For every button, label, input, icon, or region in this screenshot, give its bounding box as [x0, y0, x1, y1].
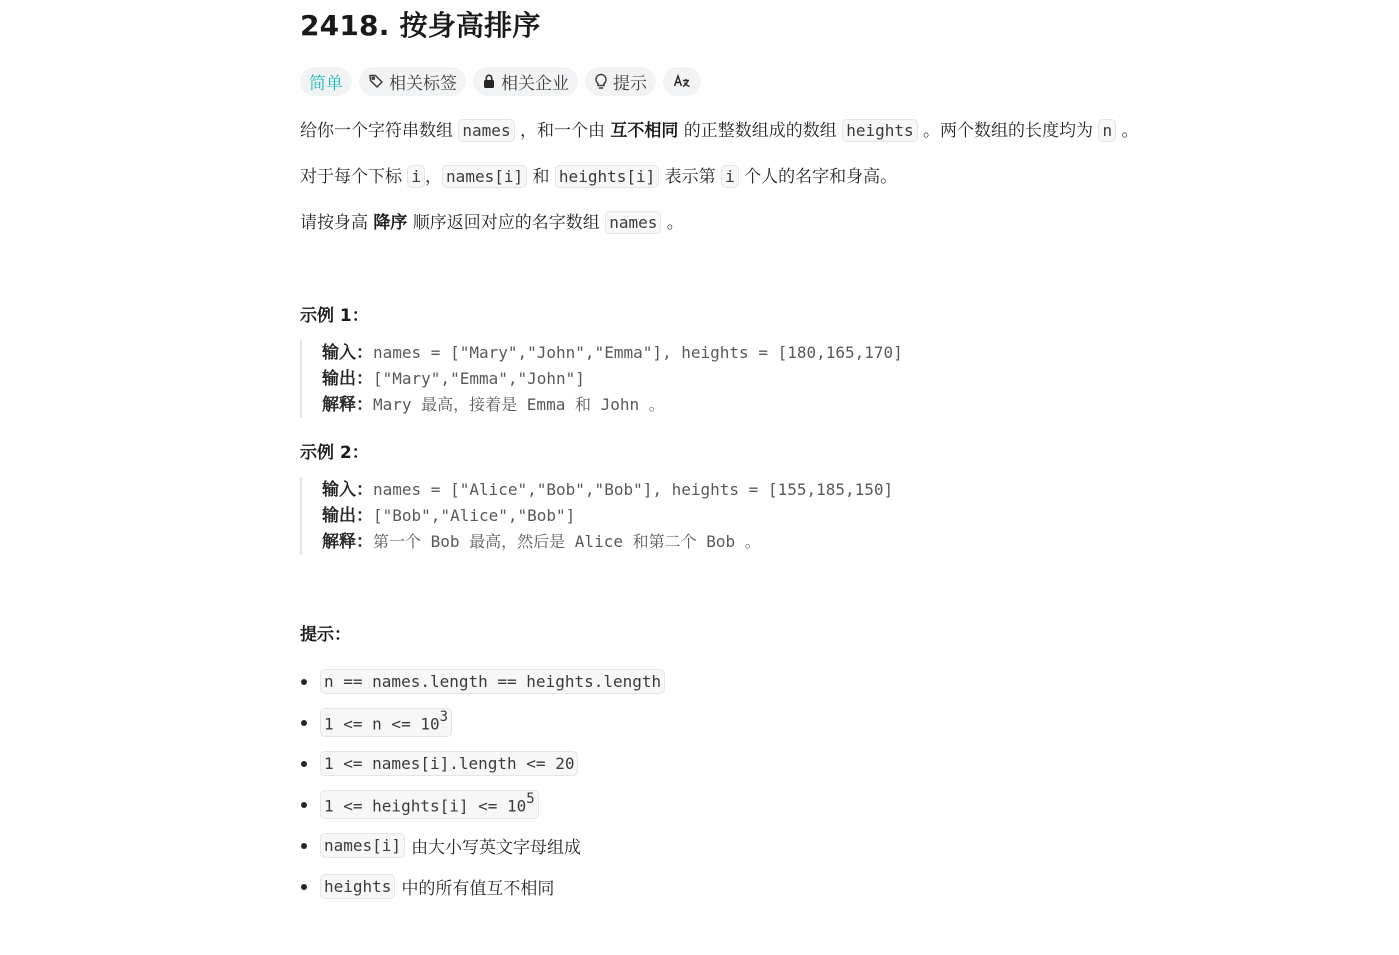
constraint-item — [300, 743, 1180, 784]
desc-text: 对于每个下标 — [300, 167, 408, 187]
example-1-output — [322, 366, 1180, 392]
constraint-code: 1 <= names[i].length <= 20 — [320, 751, 578, 776]
output-value: ["Mary","Emma","John"] — [373, 369, 585, 388]
constraint-text: 由大小写英文字母组成 — [411, 838, 582, 858]
description-paragraph-3 — [300, 210, 1180, 236]
constraints-title: 提示： — [300, 625, 351, 645]
inline-code: n — [1098, 119, 1116, 142]
inline-code: i — [721, 165, 739, 188]
example-1-title: 示例 1： — [300, 306, 369, 326]
description-paragraph-2 — [300, 164, 1180, 190]
difficulty-badge[interactable] — [300, 67, 352, 96]
bold-text: 互不相同 — [610, 121, 679, 141]
constraint-text: 中的所有值互不相同 — [401, 879, 555, 899]
constraint-base: 1 <= n <= 10 — [324, 714, 440, 734]
desc-text: 给你一个字符串数组 — [300, 121, 459, 141]
constraint-exponent: 5 — [526, 791, 535, 808]
hint-label: 提示 — [613, 73, 647, 94]
example-2-block — [300, 477, 1180, 555]
inline-code: names — [458, 119, 514, 142]
example-2-explain — [322, 529, 1180, 555]
output-label: 输出： — [322, 369, 373, 389]
inline-code: i — [407, 165, 425, 188]
constraint-code — [320, 790, 539, 818]
desc-text: 。两个数组的长度均为 — [917, 121, 1099, 141]
desc-text: ， — [425, 167, 443, 187]
desc-text: 和 — [527, 167, 555, 187]
translate-icon — [673, 73, 691, 89]
inline-code: heights — [842, 119, 917, 142]
input-value: names = ["Mary","John","Emma"], heights = [180,165,170] — [373, 343, 903, 362]
example-2-output — [322, 503, 1180, 529]
constraint-item — [300, 825, 1180, 866]
constraint-item — [300, 784, 1180, 825]
related-tags-label: 相关标签 — [389, 73, 457, 94]
explain-label: 解释： — [322, 532, 373, 552]
problem-tags-bar — [300, 66, 1180, 96]
lock-icon — [482, 73, 496, 89]
example-1-block — [300, 340, 1180, 418]
input-label: 输入： — [322, 343, 373, 363]
constraint-item — [300, 661, 1180, 702]
desc-text: 个人的名字和身高。 — [738, 167, 898, 187]
input-label: 输入： — [322, 480, 373, 500]
explain-label: 解释： — [322, 395, 373, 415]
constraint-base: 1 <= heights[i] <= 10 — [324, 796, 527, 816]
hint-button[interactable] — [585, 67, 656, 96]
explain-value: 第一个 Bob 最高，然后是 Alice 和第二个 Bob 。 — [373, 532, 761, 551]
constraints-list — [300, 661, 1180, 907]
constraint-item — [300, 866, 1180, 907]
related-companies-button[interactable] — [473, 67, 578, 96]
lightbulb-icon — [594, 73, 608, 90]
description-paragraph-1 — [300, 118, 1180, 144]
desc-text: 。 — [1116, 121, 1139, 141]
example-1-input — [322, 340, 1180, 366]
related-companies-label: 相关企业 — [501, 73, 569, 94]
inline-code: heights[i] — [555, 165, 659, 188]
input-value: names = ["Alice","Bob","Bob"], heights = [155,185,150] — [373, 480, 894, 499]
problem-description-panel — [300, 0, 1180, 907]
constraint-code — [320, 708, 452, 736]
desc-text: ，和一个由 — [514, 121, 611, 141]
difficulty-label: 简单 — [309, 73, 343, 94]
related-tags-button[interactable] — [359, 67, 466, 96]
bold-text: 降序 — [373, 213, 408, 233]
constraint-code: n == names.length == heights.length — [320, 669, 665, 694]
tag-icon — [368, 73, 384, 89]
translate-button[interactable] — [663, 67, 701, 96]
example-2-title: 示例 2： — [300, 443, 369, 463]
desc-text: 表示第 — [659, 167, 722, 187]
desc-text: 顺序返回对应的名字数组 — [407, 213, 606, 233]
example-2-input — [322, 477, 1180, 503]
output-value: ["Bob","Alice","Bob"] — [373, 506, 576, 525]
constraint-item — [300, 702, 1180, 743]
constraint-code: names[i] — [320, 833, 405, 858]
constraint-code: heights — [320, 874, 395, 899]
desc-text: 请按身高 — [300, 213, 374, 233]
desc-text: 的正整数组成的数组 — [678, 121, 843, 141]
inline-code: names — [605, 211, 661, 234]
constraint-exponent: 3 — [439, 709, 449, 726]
inline-code: names[i] — [442, 165, 527, 188]
output-label: 输出： — [322, 506, 373, 526]
example-1-explain — [322, 392, 1180, 418]
problem-title: 2418. 按身高排序 — [300, 9, 541, 42]
explain-value: Mary 最高，接着是 Emma 和 John 。 — [373, 395, 665, 414]
desc-text: 。 — [661, 213, 684, 233]
